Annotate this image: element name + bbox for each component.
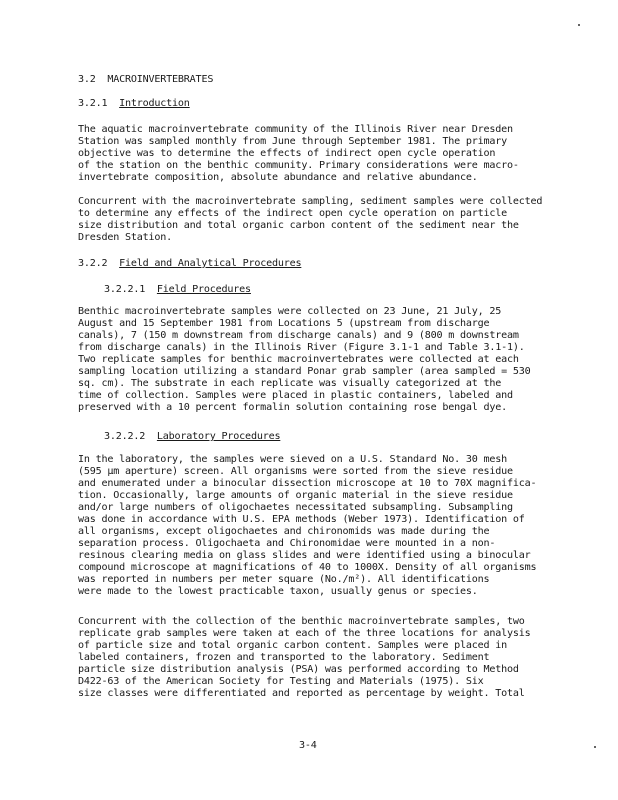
scan-speck (594, 746, 596, 748)
text-line: Concurrent with the macroinvertebrate sampling, sediment samples were collected (78, 196, 543, 207)
paragraph-introduction (78, 124, 570, 184)
text-line: D422-63 of the American Society for Testing and Materials (1975). Six (78, 676, 484, 687)
text-line: Benthic macroinvertebrate samples were collected on 23 June, 21 July, 25 (78, 306, 502, 317)
text-line: sq. cm). The substrate in each replicate was visually categorized at the (78, 378, 502, 389)
text-line: preserved with a 10 percent formalin solution containing rose bengal dye. (78, 402, 508, 413)
text-line: objective was to determine the effects of indirect open cycle operation (78, 148, 496, 159)
text-line: Station was sampled monthly from June through September 1981. The primary (78, 136, 508, 147)
subsection-heading-procedures (78, 258, 301, 270)
text-line: particle size distribution analysis (PSA) was performed according to Method (78, 664, 519, 675)
text-line: time of collection. Samples were placed in plastic containers, labeled and (78, 390, 513, 401)
text-line: canals), 7 (150 m downstream from discharge canals) and 9 (800 m downstream (78, 330, 519, 341)
text-line: Dresden Station. (78, 232, 173, 243)
subsection-number: 3.2.2 (78, 258, 108, 269)
subsection-title: Introduction (119, 98, 190, 109)
text-line: labeled containers, frozen and transported to the laboratory. Sediment (78, 652, 490, 663)
text-line: of the station on the benthic community. Primary considerations were macro- (78, 160, 519, 171)
section-title: MACROINVERTEBRATES (107, 74, 214, 85)
subsubsection-heading-laboratory (104, 431, 280, 443)
text-line: separation process. Oligochaeta and Chironomidae were mounted in a non- (78, 538, 496, 549)
text-line: and enumerated under a binocular dissection microscope at 10 to 70X magnifica- (78, 478, 537, 489)
text-line: from discharge canals) in the Illinois River (Figure 3.1-1 and Table 3.1-1). (78, 342, 525, 353)
text-line: Two replicate samples for benthic macroinvertebrates were collected at each (78, 354, 519, 365)
text-line: August and 15 September 1981 from Locations 5 (upstream from discharge (78, 318, 490, 329)
text-line: tion. Occasionally, large amounts of organic material in the sieve residue (78, 490, 513, 501)
text-line: of particle size and total organic carbon content. Samples were placed in (78, 640, 508, 651)
text-line: (595 μm aperture) screen. All organisms were sorted from the sieve residue (78, 466, 513, 477)
subsubsection-number: 3.2.2.1 (104, 284, 146, 295)
text-line: all organisms, except oligochaetes and chironomids was made during the (78, 526, 490, 537)
text-line: to determine any effects of the indirect open cycle operation on particle (78, 208, 508, 219)
text-line: In the laboratory, the samples were sieved on a U.S. Standard No. 30 mesh (78, 454, 508, 465)
scan-speck (578, 24, 580, 26)
text-line: size classes were differentiated and reported as percentage by weight. Total (78, 688, 525, 699)
subsection-heading-introduction (78, 98, 190, 110)
subsubsection-heading-field (104, 284, 251, 296)
paragraph-sediment (78, 196, 570, 244)
text-line: sampling location utilizing a standard Ponar grab sampler (area sampled = 530 (78, 366, 531, 377)
subsubsection-title: Field Procedures (156, 284, 251, 295)
subsubsection-number: 3.2.2.2 (104, 431, 146, 442)
text-line: was reported in numbers per meter square (No./m²). All identifications (78, 574, 490, 585)
text-line: size distribution and total organic carbon content of the sediment near the (78, 220, 519, 231)
text-line: compound microscope at magnifications of 40 to 1000X. Density of all organisms (78, 562, 537, 573)
text-line: The aquatic macroinvertebrate community of the Illinois River near Dresden (78, 124, 513, 135)
text-line: were made to the lowest practicable taxon, usually genus or species. (78, 586, 478, 597)
subsection-number: 3.2.1 (78, 98, 108, 109)
paragraph-laboratory-procedures (78, 454, 570, 598)
paragraph-sediment-analysis (78, 616, 570, 700)
text-line: was done in accordance with U.S. EPA methods (Weber 1973). Identification of (78, 514, 525, 525)
subsubsection-title: Laboratory Procedures (156, 431, 281, 442)
text-line: Concurrent with the collection of the benthic macroinvertebrate samples, two (78, 616, 525, 627)
text-line: and/or large numbers of oligochaetes necessitated subsampling. Subsampling (78, 502, 513, 513)
section-heading (78, 74, 213, 86)
text-line: resinous clearing media on glass slides and were identified using a binocular (78, 550, 531, 561)
text-line: replicate grab samples were taken at each of the three locations for analysis (78, 628, 531, 639)
paragraph-field-procedures (78, 306, 570, 414)
text-line: invertebrate composition, absolute abundance and relative abundance. (78, 172, 478, 183)
section-number: 3.2 (78, 74, 96, 85)
subsection-title: Field and Analytical Procedures (119, 258, 302, 269)
page-number: 3-4 (299, 740, 317, 751)
